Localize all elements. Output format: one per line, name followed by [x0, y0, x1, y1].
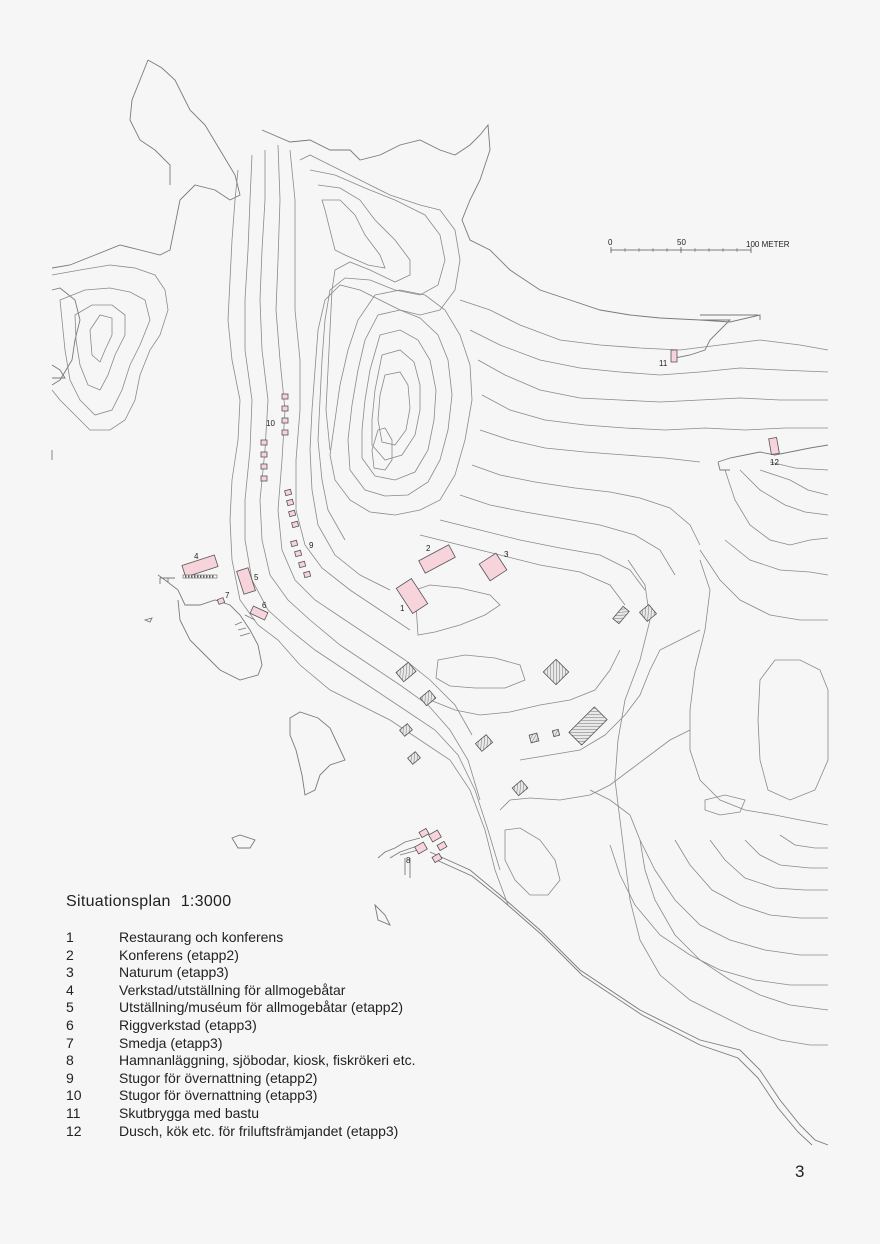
pier-details	[160, 578, 418, 878]
map-label-4: 4	[194, 552, 199, 561]
legend-item	[66, 1087, 666, 1105]
legend-number: 5	[66, 999, 74, 1016]
legend	[66, 929, 666, 1140]
existing-buildings	[396, 605, 656, 796]
scale-label-0: 0	[608, 238, 613, 247]
legend-item	[66, 929, 666, 947]
map-label-10: 10	[266, 419, 275, 428]
legend-text: Naturum (etapp3)	[119, 964, 229, 981]
map-label-5: 5	[254, 573, 259, 582]
legend-text: Riggverkstad (etapp3)	[119, 1016, 257, 1033]
legend-item	[66, 1123, 666, 1141]
legend-text: Hamnanläggning, sjöbodar, kiosk, fiskrökeri etc.	[119, 1052, 416, 1069]
building-3	[479, 553, 507, 581]
legend-text: Verkstad/utställning för allmogebåtar	[119, 981, 346, 998]
legend-number: 9	[66, 1069, 74, 1086]
legend-text: Konferens (etapp2)	[119, 946, 239, 963]
map-label-7: 7	[225, 591, 230, 600]
building-5	[237, 568, 256, 595]
legend-item	[66, 982, 666, 1000]
page-number: 3	[795, 1162, 805, 1181]
legend-text: Stugor för övernattning (etapp3)	[119, 1087, 318, 1104]
building-4	[182, 555, 218, 577]
map-label-6: 6	[262, 601, 267, 610]
legend-item	[66, 947, 666, 965]
legend-number: 4	[66, 981, 74, 998]
legend-number: 8	[66, 1052, 74, 1069]
legend-number: 7	[66, 1034, 74, 1051]
scale-label-50: 50	[677, 238, 686, 247]
plan-scale: 1:3000	[180, 893, 232, 910]
legend-number: 10	[66, 1087, 82, 1104]
legend-text: Dusch, kök etc. för friluftsfrämjandet (etapp3)	[119, 1122, 399, 1139]
plan-title-text: Situationsplan	[66, 893, 171, 910]
legend-item	[66, 999, 666, 1017]
legend-text: Stugor för övernattning (etapp2)	[119, 1069, 318, 1086]
legend-item	[66, 1017, 666, 1035]
building-11	[671, 350, 677, 362]
legend-text: Skutbrygga med bastu	[119, 1104, 260, 1121]
legend-text: Restaurang och konferens	[119, 929, 284, 945]
legend-item	[66, 1052, 666, 1070]
map-label-2: 2	[426, 544, 431, 553]
map-label-3: 3	[504, 550, 509, 559]
legend-number: 3	[66, 964, 74, 981]
building-7	[217, 598, 224, 605]
plan-title	[66, 893, 666, 911]
legend-number: 2	[66, 946, 74, 963]
map-label-9: 9	[309, 541, 314, 550]
scale-bar	[608, 238, 790, 253]
map-label-8: 8	[406, 856, 411, 865]
legend-item	[66, 1105, 666, 1123]
legend-text: Smedja (etapp3)	[119, 1034, 223, 1051]
legend-number: 11	[66, 1104, 81, 1121]
building-12	[769, 437, 780, 454]
legend-item	[66, 1035, 666, 1053]
building-2	[419, 545, 456, 573]
legend-text: Utställning/muséum för allmogebåtar (etapp2)	[119, 999, 404, 1016]
legend-item	[66, 1070, 666, 1088]
legend-number: 6	[66, 1016, 74, 1033]
map-caption	[66, 893, 666, 1140]
legend-number: 12	[66, 1122, 82, 1139]
map-label-11: 11	[659, 359, 668, 368]
legend-number: 1	[66, 929, 74, 945]
legend-item	[66, 964, 666, 982]
map-label-1: 1	[400, 604, 405, 613]
scale-label-100: 100 METER	[746, 240, 790, 249]
map-label-12: 12	[770, 458, 779, 467]
